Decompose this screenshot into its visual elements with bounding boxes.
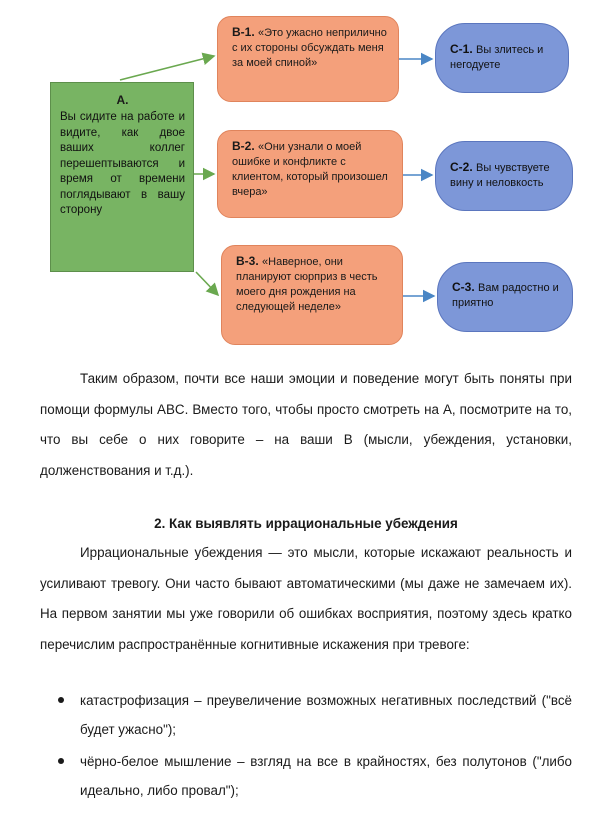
consequence-box-2	[435, 141, 573, 211]
consequence-code-2: C-2.	[450, 160, 477, 174]
consequence-text-2: Вы чувствуете вину и неловкость	[450, 162, 550, 189]
belief-text-1: «Это ужасно неприлично с их стороны обсуждать меня за моей спиной»	[232, 27, 387, 69]
abc-diagram	[0, 0, 600, 360]
consequence-text-1: Вы злитесь и негодуете	[450, 44, 544, 71]
bullet-icon	[58, 697, 64, 703]
consequence-code-1: C-1.	[450, 42, 477, 56]
distortions-list	[40, 686, 572, 805]
consequence-box-1	[435, 23, 569, 93]
list-item	[40, 686, 572, 744]
bullet-icon	[58, 758, 64, 764]
activating-event-code: A.	[116, 93, 129, 107]
belief-text-2: «Они узнали о моей ошибке и конфликте с клиентом, который произошел вчера»	[232, 141, 388, 198]
consequence-box-3	[437, 262, 573, 332]
belief-code-1: B-1.	[232, 25, 259, 39]
summary-paragraph: Таким образом, почти все наши эмоции и поведение могут быть поняты при помощи формулы ABC. Вместо того, чтобы просто смотреть на А, посмотрите на то, что вы себе о них говорите – на ваши В (мысли, убеждения, установки, долженствования и т.д.).	[40, 371, 572, 478]
activating-event-text: Вы сидите на работе и видите, как двое ваших коллег перешептываются и время от времени поглядывают в вашу сторону	[60, 111, 185, 216]
belief-box-1	[217, 16, 399, 102]
arrow-a-to-b1	[120, 56, 214, 80]
irrational-beliefs-paragraph: Иррациональные убеждения — это мысли, которые искажают реальность и усиливают тревогу. Они часто бывают автоматическими (мы даже не замечаем их). На первом занятии мы уже говорили об ошибках восприятия, поэтому здесь кратко перечислим распространённые когнитивные искажения при тревоге:	[40, 545, 572, 652]
arrow-a-to-b3	[196, 272, 218, 295]
belief-box-2	[217, 130, 403, 218]
list-item-text: катастрофизация – преувеличение возможных негативных последствий ("всё будет ужасно");	[80, 693, 572, 737]
belief-text-3: «Наверное, они планируют сюрприз в честь моего дня рождения на следующей неделе»	[236, 256, 378, 313]
consequence-code-3: C-3.	[452, 280, 479, 294]
consequence-text-3: Вам радостно и приятно	[452, 282, 559, 309]
belief-code-2: B-2.	[232, 139, 259, 153]
activating-event-box	[50, 82, 194, 272]
list-item	[40, 747, 572, 805]
list-item-text: чёрно-белое мышление – взгляд на все в крайностях, без полутонов ("либо идеально, либо провал");	[80, 754, 572, 798]
belief-code-3: B-3.	[236, 254, 263, 268]
section-heading: 2. Как выявлять иррациональные убеждения	[154, 516, 458, 531]
belief-box-3	[221, 245, 403, 345]
